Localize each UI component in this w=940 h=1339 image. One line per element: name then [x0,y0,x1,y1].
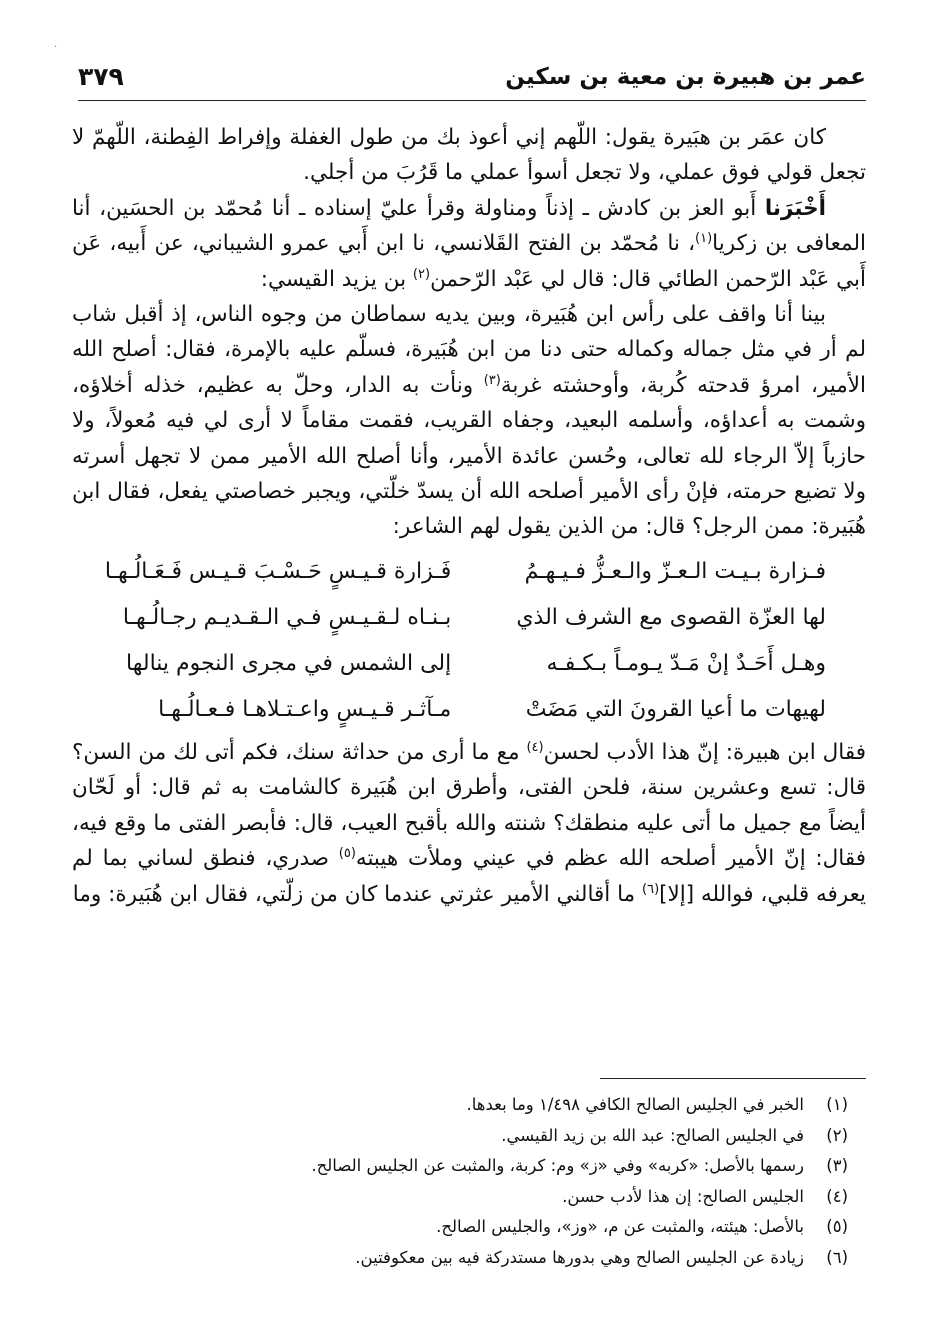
footnote-text: الجليس الصالح: إن هذا لأدب حسن. [562,1186,804,1206]
footnote-item [120,1182,848,1213]
poem-verse-3 [126,641,826,687]
hemistich-first: وهـل أَحَـدٌ إنْ مَـدّ يـومـاً بـكـفـه [546,650,826,676]
lead-word: أَخْبَرَنا [764,195,826,221]
hemistich-first: لها العزّة القصوى مع الشرف الذي [516,604,826,630]
footnote-number: (٣) [826,1156,848,1175]
text-span: صدري، فنطق لساني بما لم يعرفه قلبي، فوالله [إلا] [72,846,866,907]
poem-verse-4 [132,687,826,733]
page-header [78,58,866,101]
page-number: ٣٧٩ [78,62,124,91]
footnote-text: في الجليس الصالح: عبد الله بن زيد القيسي. [501,1125,804,1145]
footnote-ref-2: (٢) [412,266,431,282]
hemistich-second: إلى الشمس في مجرى النجوم ينالها [126,650,452,676]
footnote-text: زيادة عن الجليس الصالح وهي بدورها مستدركة فيه بين معكوفتين. [355,1247,804,1267]
text-span: بن يزيد القيسي: [260,266,413,292]
footnote-ref-4: (٤) [526,739,544,755]
text-span: مع ما أرى من حداثة سنك، فكم أتى لك من السن؟ قال: تسع وعشرين سنة، فلحن الفتى، وأطرق ابن هُبَيرة كالشامت به ثم قال: أو لَحّان أيضاً مع جميل ما أتى عليه منطقك؟ شنته والله بأقبح العيب، قال: فأبصر الفتى ما وقع فيه، فقال: إنّ الأمير أصلحه الله عظم في عيني وملأت هيبته [72,739,866,872]
footnote-item [120,1243,848,1274]
text-span: ، نا مُحمّد بن الفتح القَلانسي، نا ابن أَبي عمرو الشيباني، عن أَبيه، عَن أَبي عَبْد الرّحمن الطائي قال: قال لي عَبْد الرّحمن [72,231,866,292]
hemistich-second: فَـزارة قـيـسٍ حَـسْـبَ قـيـس فَـعَـالُـهـا [104,558,452,584]
footnote-ref-6: (٦) [642,881,660,897]
poem-verse-2 [122,595,826,641]
text-span: ونأت به الدار، وحلّ به عظيم، خذله أخلاؤه، وشمت به أعداؤه، وأسلمه البعيد، وجفاه القريب، فقمت مقاماً لا أرى لي فيه مُعولاً، ولا حازباً إلاّ الرجاء لله تعالى، وحُسن عائدة الأمير، وأنا أصلح الله الأمير ممن لا تجهل أسرته ولا تضيع حرمته، فإنْ رأى الأمير أصلحه الله أن يسدّ خلّتي، ويجبر خصاصتي يفعل، فقال ابن هُبَيرة: ممن الرجل؟ قال: من الذين يقول لهم الشاعر: [72,372,866,540]
footnote-item [120,1212,848,1243]
paragraph-3-story [72,297,866,545]
main-text [72,120,866,912]
hemistich-second: مـآثـر قـيـسٍ واعـتـلاهـا فـعـالُـهـا [158,696,452,722]
footnote-item [120,1121,848,1152]
footnote-number: (٢) [826,1125,848,1145]
paragraph-4 [72,735,866,912]
footnote-number: (٤) [826,1186,848,1206]
text-span: أَبو العز بن كادش ـ إذناً ومناولة وقرأ عليّ إسناده ـ أنا مُحمّد بن الحسَين، أنا المعافى بن زكريا [72,195,866,257]
hemistich-second: بـنـاه لـقـيـسٍ فـي الـقـديـم رجـالُـهـا [122,604,452,630]
text-span: فقال ابن هبيرة: إنّ هذا الأدب لحسن [543,739,866,765]
footnote-item [120,1151,848,1182]
footnote-item [120,1090,848,1121]
footnotes [120,1090,848,1273]
footnote-number: (٥) [826,1217,848,1236]
footnote-text: الخبر في الجليس الصالح الكافي ١/٤٩٨ وما بعدها. [466,1095,804,1114]
scan-mark: · [54,42,58,53]
footnote-ref-5: (٥) [338,845,356,861]
footnote-ref-1: (١) [695,231,713,247]
poem-verse-1 [104,549,826,595]
footnote-text: رسمها بالأصل: «كربه» وفي «ز» وم: كربة، والمثبت عن الجليس الصالح. [311,1156,804,1175]
paragraph-1: كان عمَر بن هبَيرة يقول: اللّهم إني أعوذ بك من طول الغفلة وإفراط الفِطنة، اللّهمّ لا تجعل قولي فوق عملي، ولا تجعل أسوأ عملي ما قَرُبَ من أجلي. [72,125,866,186]
text-span: ما أقالني الأمير عثرتي عندما كان من زلّتي، فقال ابن هُبَيرة: وما [72,881,643,907]
paragraph-2-isnad [72,191,866,297]
footnote-ref-3: (٣) [483,372,501,388]
hemistich-first: فـزارة بـيـت الـعـزّ والـعـزُّ فـيـهـمُ [524,558,826,584]
footnote-divider [600,1078,866,1079]
text-span: بينا أنا واقف على رأس ابن هُبَيرة، وبين يديه سماطان من وجوه الناس، إذ أقبل شاب لم أر في مثل جماله وكماله حتى دنا من ابن هُبَيرة، فسلّم عليه بالإمرة، فقال: أصلح الله الأمير، امرؤ قدحته كُربة، وأوحشته غربة [72,302,866,398]
footnote-number: (٦) [826,1247,848,1267]
hemistich-first: لهيهات ما أعيا القرونَ التي مَضَتْ [525,696,826,722]
footnote-text: بالأصل: هيئته، والمثبت عن م، «وز»، والجليس الصالح. [436,1217,804,1236]
footnote-number: (١) [826,1095,848,1114]
running-head: عمر بن هبيرة بن معية بن سكين [505,64,866,90]
poem [104,549,826,733]
